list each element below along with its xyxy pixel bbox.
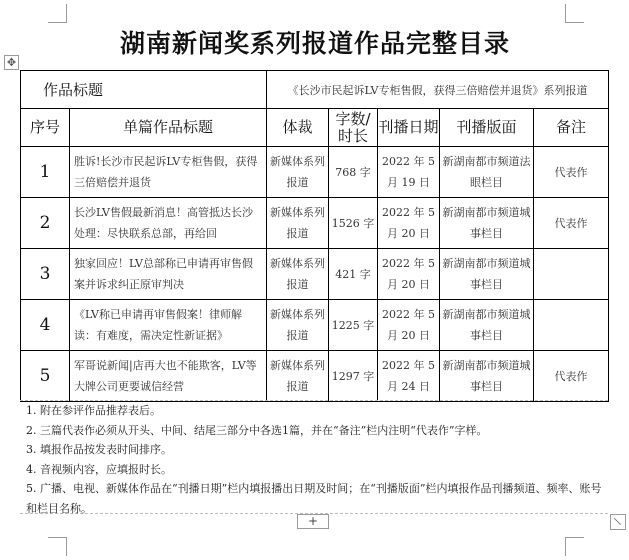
table-row: [21, 198, 609, 249]
row-edition: 新湖南都市频道城事栏目: [440, 300, 534, 351]
table-row: [21, 249, 609, 300]
row-note: 代表作: [534, 147, 609, 198]
row-genre: 新媒体系列报道: [267, 249, 329, 300]
row-title: 军哥说新闻|店再大也不能欺客，LV等大牌公司更要诚信经营: [70, 351, 267, 402]
row-number: 3: [21, 249, 70, 300]
add-row-button[interactable]: +: [297, 514, 329, 529]
notes-section: [20, 400, 608, 514]
page-corner-mark-top-right: [565, 4, 584, 23]
column-header: 刊播日期: [378, 109, 440, 147]
page-corner-mark-bottom-left: [48, 537, 67, 556]
note-item: 2. 三篇代表作必须从开头、中间、结尾三部分中各选1篇，并在“备注”栏内注明“代表作”字样。: [26, 423, 488, 437]
row-title: 胜诉!长沙市民起诉LV专柜售假，获得三倍赔偿并退货: [70, 147, 267, 198]
row-date: 2022 年 5 月 20 日: [378, 300, 440, 351]
row-note: 代表作: [534, 351, 609, 402]
header-title-row: [21, 71, 609, 109]
column-header: 刊播版面: [440, 109, 534, 147]
row-note: [534, 249, 609, 300]
page-corner-mark-top-left: [48, 4, 67, 23]
row-length: 1297 字: [329, 351, 378, 402]
note-item: 5. 广播、电视、新媒体作品在“刊播日期”栏内填报播出日期及时间；在“刊播版面”栏内填报作品刊播频道、频率、账号和栏目名称。: [26, 482, 602, 515]
row-date: 2022 年 5 月 24 日: [378, 351, 440, 402]
header-title-label: 作品标题: [21, 71, 267, 109]
row-number: 5: [21, 351, 70, 402]
row-note: [534, 300, 609, 351]
row-genre: 新媒体系列报道: [267, 198, 329, 249]
table-resize-handle-icon[interactable]: [610, 514, 626, 530]
column-header-row: [21, 109, 609, 147]
row-note: 代表作: [534, 198, 609, 249]
note-item: 4. 音视频内容，应填报时长。: [26, 462, 172, 476]
column-header: 单篇作品标题: [70, 109, 267, 147]
header-title-value: 《长沙市民起诉LV专柜售假，获得三倍赔偿并退货》系列报道: [267, 71, 609, 109]
row-length: 1526 字: [329, 198, 378, 249]
row-date: 2022 年 5 月 19 日: [378, 147, 440, 198]
row-title: 长沙LV售假最新消息！高管抵达长沙处理：尽快联系总部，再给回: [70, 198, 267, 249]
note-item: 3. 填报作品按发表时间排序。: [26, 443, 172, 456]
works-table: [20, 70, 609, 402]
page-corner-mark-bottom-right: [565, 537, 584, 556]
row-edition: 新湖南都市频道城事栏目: [440, 198, 534, 249]
table-move-handle-icon[interactable]: ✥: [4, 55, 19, 70]
row-number: 2: [21, 198, 70, 249]
note-item: 1. 附在参评作品推荐表后。: [26, 404, 161, 417]
row-length: 768 字: [329, 147, 378, 198]
column-header: 体裁: [267, 109, 329, 147]
row-edition: 新湖南都市频道城事栏目: [440, 351, 534, 402]
row-number: 1: [21, 147, 70, 198]
row-number: 4: [21, 300, 70, 351]
column-header: 序号: [21, 109, 70, 147]
row-date: 2022 年 5 月 20 日: [378, 198, 440, 249]
row-date: 2022 年 5 月 20 日: [378, 249, 440, 300]
row-edition: 新湖南都市频道城事栏目: [440, 249, 534, 300]
row-genre: 新媒体系列报道: [267, 300, 329, 351]
row-edition: 新湖南都市频道法眼栏目: [440, 147, 534, 198]
row-title: 《LV称已申请再审售假案！律师解读：有难度，需决定性新证据》: [70, 300, 267, 351]
column-header: 备注: [534, 109, 609, 147]
row-title: 独家回应！LV总部称已申请再审售假案并诉求纠正原审判决: [70, 249, 267, 300]
table-row: [21, 300, 609, 351]
row-length: 421 字: [329, 249, 378, 300]
row-genre: 新媒体系列报道: [267, 351, 329, 402]
column-header: 字数/时长: [329, 109, 378, 147]
row-length: 1225 字: [329, 300, 378, 351]
table-row: [21, 351, 609, 402]
row-genre: 新媒体系列报道: [267, 147, 329, 198]
table-row: [21, 147, 609, 198]
page-title: 湖南新闻奖系列报道作品完整目录: [119, 29, 510, 58]
